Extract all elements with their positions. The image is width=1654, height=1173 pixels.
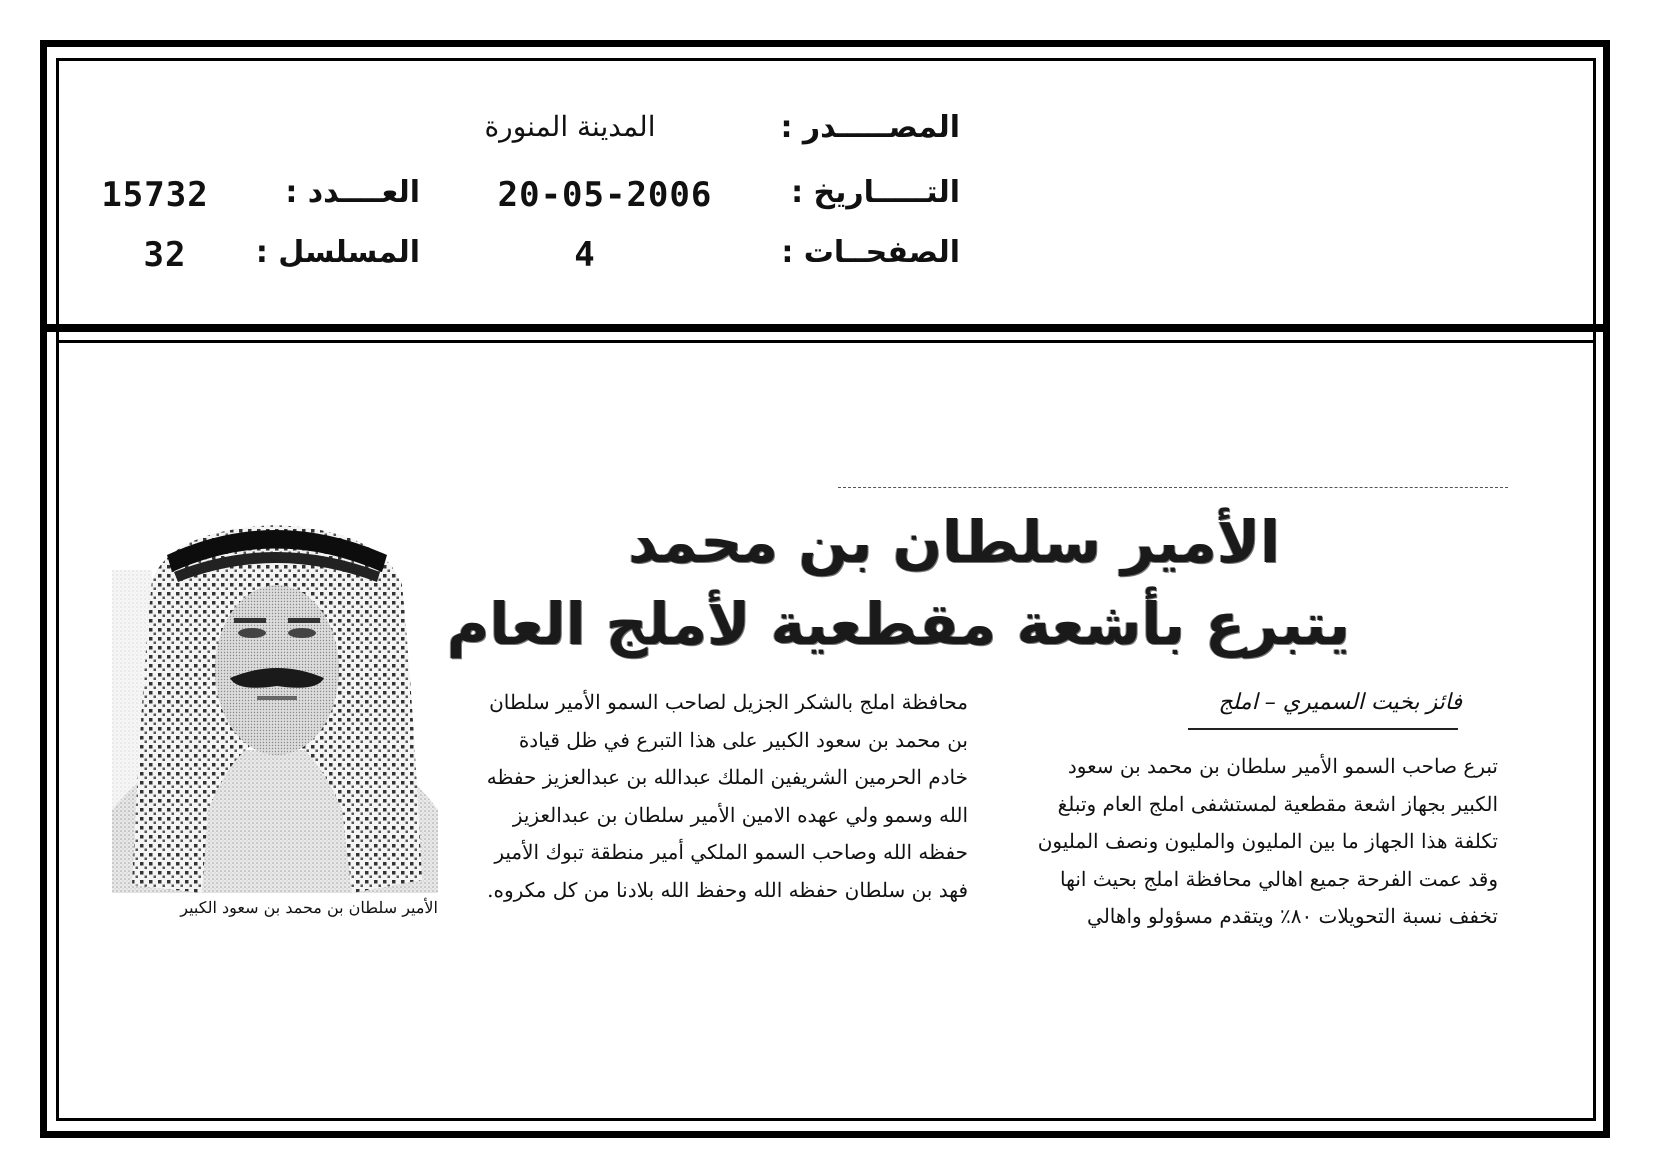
- pages-label: الصفحــات :: [781, 235, 960, 270]
- portrait-photo: [112, 510, 438, 893]
- text-line: تكلفة هذا الجهاز ما بين المليون والمليون ونصف المليون: [1037, 829, 1498, 853]
- source-label: المصـــــدر :: [780, 110, 960, 145]
- source-value: المدينة المنورة: [484, 110, 656, 143]
- header-divider: [44, 324, 1606, 332]
- header-divider-thin: [56, 340, 1596, 343]
- serial-value: 32: [143, 235, 187, 275]
- headline-line-2: يتبرع بأشعة مقطعية لأملج العام: [446, 590, 1350, 658]
- text-line: وقد عمت الفرحة جميع اهالي محافظة املج بحيث انها: [1060, 866, 1498, 891]
- text-line: فهد بن سلطان حفظه الله وحفظ الله بلادنا من كل مكروه.: [487, 877, 968, 902]
- byline: فائز بخيت السميري – املج: [1218, 690, 1462, 715]
- text-line: حفظه الله وصاحب السمو الملكي أمير منطقة تبوك الأمير: [494, 840, 968, 864]
- article-column-right: [1003, 748, 1498, 936]
- date-label: التـــــاريخ :: [791, 175, 960, 210]
- text-line: تخفف نسبة التحويلات ٨٠٪ ويتقدم مسؤولو واهالي: [1087, 904, 1498, 928]
- text-line: الكبير بجهاز اشعة مقطعية لمستشفى املج العام وتبلغ: [1057, 791, 1498, 816]
- text-line: محافظة املج بالشكر الجزيل لصاحب السمو الأمير سلطان: [489, 690, 968, 714]
- text-line: خادم الحرمين الشريفين الملك عبدالله بن عبدالعزيز حفظه: [486, 765, 968, 789]
- article-column-middle: [470, 684, 968, 909]
- headline-line-1: الأمير سلطان بن محمد: [628, 508, 1280, 576]
- text-line: تبرع صاحب السمو الأمير سلطان بن محمد بن سعود: [1067, 754, 1498, 778]
- pages-value: 4: [574, 235, 596, 275]
- byline-rule: [1188, 728, 1458, 730]
- photo-caption: الأمير سلطان بن محمد بن سعود الكبير: [180, 898, 438, 917]
- date-value: 20-05-2006: [497, 175, 713, 215]
- serial-label: المسلسل :: [255, 235, 420, 270]
- text-line: الله وسمو ولي عهده الامين الأمير سلطان بن عبدالعزيز: [512, 802, 968, 827]
- issue-value: 15732: [101, 175, 209, 215]
- issue-label: العــــدد :: [285, 175, 420, 210]
- article-top-rule: [838, 487, 1508, 488]
- text-line: بن محمد بن سعود الكبير على هذا التبرع في ظل قيادة: [518, 727, 968, 752]
